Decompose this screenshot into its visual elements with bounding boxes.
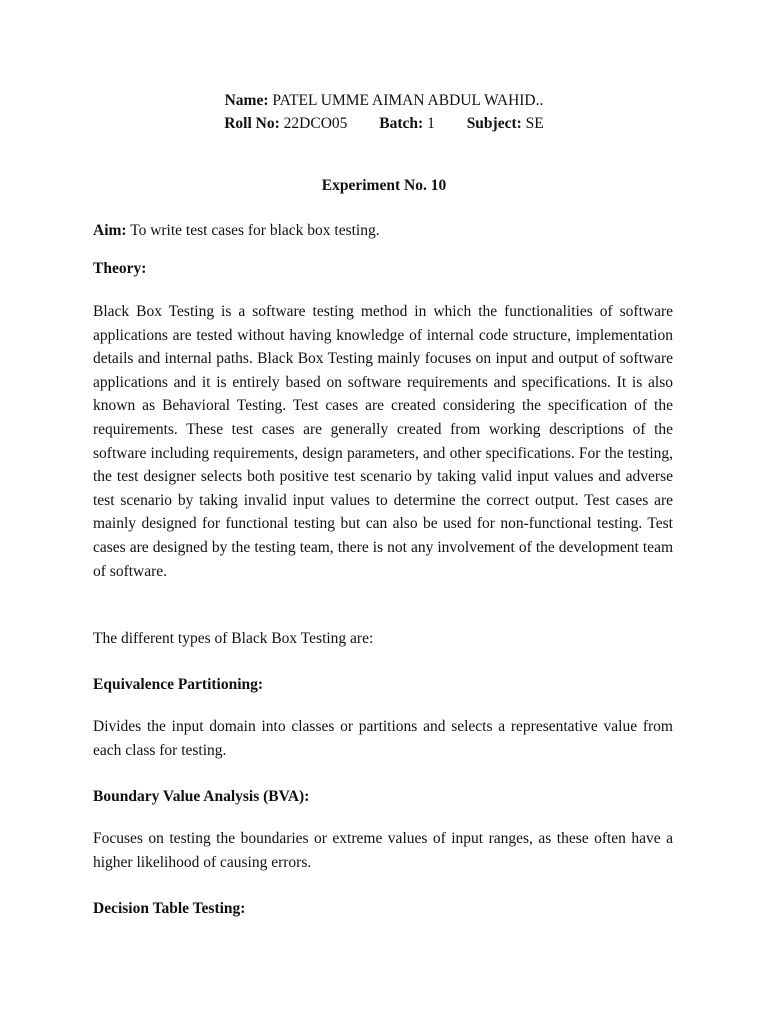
section-heading-equivalence: Equivalence Partitioning: (93, 676, 264, 693)
section-text-equivalence: Divides the input domain into classes or partitions and selects a representative value from each class for testing. (93, 718, 673, 759)
theory-heading: Theory: (93, 260, 147, 277)
subject-value: SE (525, 115, 544, 132)
batch-label: Batch: (379, 115, 424, 132)
name-label: Name: (224, 92, 269, 109)
aim-paragraph (93, 219, 673, 243)
types-intro: The different types of Black Box Testing are: (93, 630, 374, 647)
roll-label: Roll No: (224, 115, 280, 132)
details-line (0, 113, 768, 135)
aim-label: Aim: (93, 222, 127, 239)
section-heading-bva: Boundary Value Analysis (BVA): (93, 788, 310, 805)
subject-label: Subject: (466, 115, 522, 132)
batch-value: 1 (427, 115, 435, 132)
section-heading-decision-table: Decision Table Testing: (93, 900, 246, 917)
section-text-bva: Focuses on testing the boundaries or extreme values of input ranges, as these often have a higher likelihood of causing errors. (93, 830, 673, 871)
name-line (0, 90, 768, 112)
name-value: PATEL UMME AIMAN ABDUL WAHID.. (272, 92, 544, 109)
theory-paragraph: Black Box Testing is a software testing method in which the functionalities of software applications are tested without having knowledge of internal code structure, implementation details and internal paths. Black Box Testing mainly focuses on input and output of software applications and it is entirely based on software requirements and specifications. It is also known as Behavioral Testing. Test cases are created considering the specification of the requirements. These test cases are generally created from working descriptions of the software including requirements, design parameters, and other specifications. For the testing, the test designer selects both positive test scenario by taking valid input values and adverse test scenario by taking invalid input values to determine the correct output. Test cases are mainly designed for functional testing but can also be used for non-functional testing. Test cases are designed by the testing team, there is not any involvement of the development team of software. (93, 303, 673, 580)
aim-text: To write test cases for black box testing. (130, 222, 380, 239)
experiment-title: Experiment No. 10 (321, 177, 447, 194)
roll-value: 22DCO05 (283, 115, 348, 132)
